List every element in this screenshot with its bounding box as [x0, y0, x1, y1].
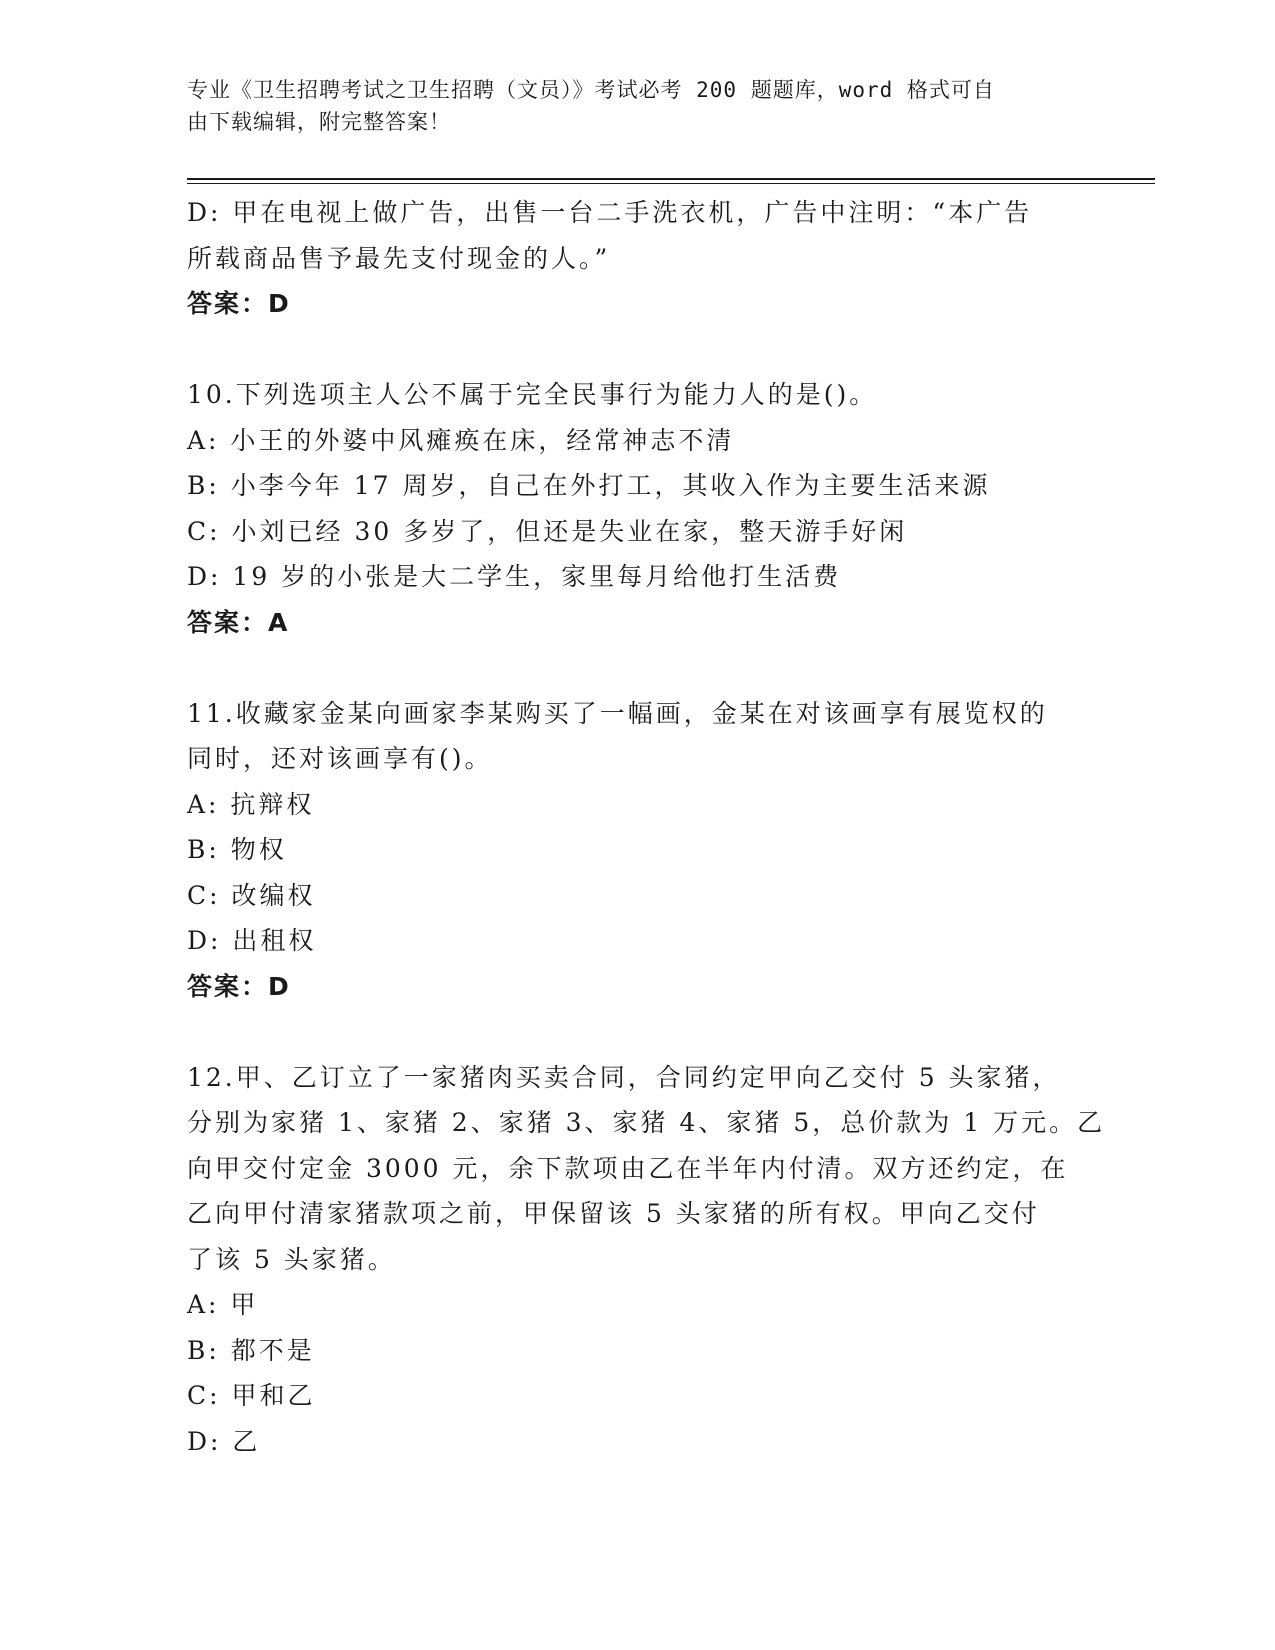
question-stem: 10.下列选项主人公不属于完全民事行为能力人的是()。 — [187, 380, 878, 409]
answer-line: 答案：D — [187, 971, 291, 1001]
question-stem-continued: 同时，还对该画享有()。 — [187, 744, 493, 773]
option-a: A: 小王的外婆中风瘫痪在床，经常神志不清 — [187, 425, 735, 455]
answer-line: 答案：A — [187, 607, 290, 637]
header-line-2: 由下载编辑，附完整答案！ — [187, 110, 451, 134]
spacer — [187, 1009, 1087, 1055]
answer-line: 答案：D — [187, 289, 291, 318]
spacer — [187, 327, 1087, 373]
question-10 — [187, 372, 1087, 645]
option-d: D: 乙 — [187, 1426, 261, 1456]
option-d: D: 甲在电视上做广告，出售一台二手洗衣机，广告中注明：“本广告 — [187, 198, 1033, 227]
spacer — [187, 645, 1087, 691]
option-b: B: 都不是 — [187, 1335, 315, 1365]
option-d: D: 19 岁的小张是大二学生，家里每月给他打生活费 — [187, 562, 842, 591]
option-d: D: 出租权 — [187, 926, 317, 955]
prev-question-tail — [187, 190, 1087, 327]
question-12 — [187, 1055, 1106, 1465]
option-c: C: 甲和乙 — [187, 1381, 316, 1410]
page-header — [187, 74, 1067, 138]
header-line-1: 专业《卫生招聘考试之卫生招聘（文员）》考试必考 200 题题库，word 格式可自 — [187, 78, 995, 102]
question-stem: 12.甲、乙订立了一家猪肉买卖合同，合同约定甲向乙交付 5 头家猪， — [187, 1062, 1061, 1092]
header-divider — [187, 178, 1155, 184]
option-a: A: 抗辩权 — [187, 789, 315, 819]
question-stem-continued: 了该 5 头家猪。 — [187, 1244, 396, 1274]
question-stem-continued: 乙向甲付清家猪款项之前，甲保留该 5 头家猪的所有权。甲向乙交付 — [187, 1199, 1040, 1228]
question-content — [187, 190, 1106, 1464]
option-d-continued: 所载商品售予最先支付现金的人。” — [187, 243, 611, 273]
question-stem: 11.收藏家金某向画家李某购买了一幅画，金某在对该画享有展览权的 — [187, 698, 1048, 728]
option-c: C: 小刘已经 30 多岁了，但还是失业在家，整天游手好闲 — [187, 516, 908, 546]
option-a: A: 甲 — [187, 1290, 259, 1319]
option-b: B: 小李今年 17 周岁，自己在外打工，其收入作为主要生活来源 — [187, 471, 991, 500]
option-b: B: 物权 — [187, 835, 287, 864]
question-stem-continued: 向甲交付定金 3000 元，余下款项由乙在半年内付清。双方还约定，在 — [187, 1153, 1069, 1183]
option-c: C: 改编权 — [187, 880, 316, 910]
question-stem-continued: 分别为家猪 1、家猪 2、家猪 3、家猪 4、家猪 5，总价款为 1 万元。乙 — [187, 1108, 1106, 1137]
question-11 — [187, 691, 1087, 1010]
